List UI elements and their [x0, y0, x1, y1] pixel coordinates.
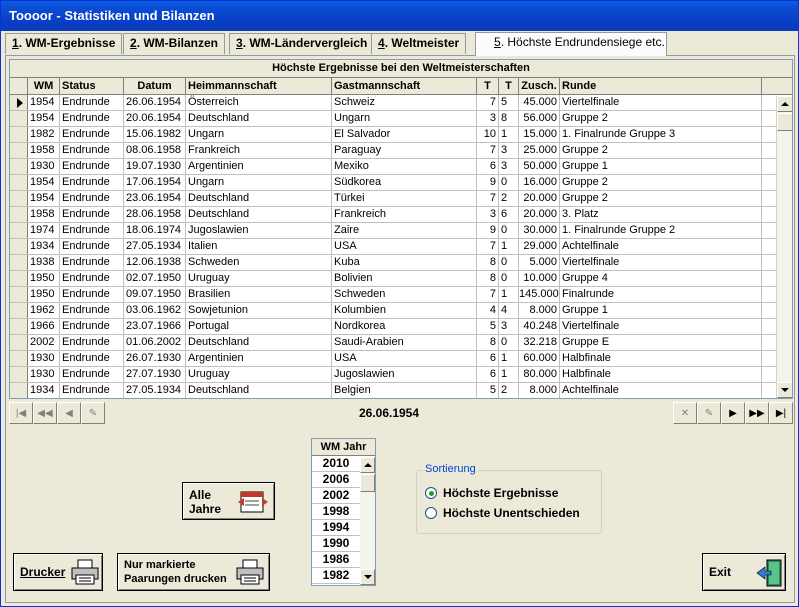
exit-button[interactable] [702, 553, 786, 591]
row-indicator[interactable] [10, 287, 28, 302]
cell-datum[interactable]: 17.06.1954 [124, 175, 186, 190]
cell-tore-heim[interactable]: 5 [477, 319, 499, 334]
table-row[interactable] [10, 383, 792, 399]
cell-wm[interactable]: 1938 [28, 255, 60, 270]
cell-tore-heim[interactable]: 6 [477, 351, 499, 366]
cell-gastmannschaft[interactable]: Kuba [332, 255, 477, 270]
table-row[interactable] [10, 159, 792, 175]
radio-label-hoechste-ergebnisse: Höchste Ergebnisse [443, 486, 559, 500]
cell-runde[interactable]: 1. Finalrunde Gruppe 2 [560, 223, 762, 238]
cell-heimmannschaft[interactable]: Frankreich [186, 143, 332, 158]
radio-unselected-icon [425, 507, 437, 519]
cell-zuschauer[interactable]: 20.000 [519, 191, 560, 206]
window-title: Toooor - Statistiken und Bilanzen [1, 1, 798, 31]
cell-status[interactable]: Endrunde [60, 239, 124, 254]
cell-tore-heim[interactable]: 8 [477, 271, 499, 286]
arrow-up-icon [364, 463, 372, 467]
cell-status[interactable]: Endrunde [60, 351, 124, 366]
cell-runde[interactable]: Gruppe 4 [560, 271, 762, 286]
cell-datum[interactable]: 23.07.1966 [124, 319, 186, 334]
cell-tore-heim[interactable]: 9 [477, 175, 499, 190]
cell-tore-heim[interactable]: 3 [477, 207, 499, 222]
cell-zuschauer[interactable]: 8.000 [519, 383, 560, 398]
cell-datum[interactable]: 15.06.1982 [124, 127, 186, 142]
cell-zuschauer[interactable]: 56.000 [519, 111, 560, 126]
row-indicator[interactable] [10, 351, 28, 366]
nur-markierte-label-line1: Nur markierte [124, 559, 196, 571]
cell-status[interactable]: Endrunde [60, 319, 124, 334]
cell-gastmannschaft[interactable]: Türkei [332, 191, 477, 206]
year-scroll-down-button[interactable] [360, 569, 375, 585]
cell-runde[interactable]: Gruppe 1 [560, 303, 762, 318]
cell-zuschauer[interactable]: 40.248 [519, 319, 560, 334]
cell-status[interactable]: Endrunde [60, 255, 124, 270]
cell-runde[interactable]: 1. Finalrunde Gruppe 3 [560, 127, 762, 142]
cell-runde[interactable]: Halbfinale [560, 367, 762, 382]
nav-bookmark-button[interactable] [81, 402, 105, 424]
grid-vertical-scrollbar[interactable] [776, 96, 792, 398]
table-row[interactable] [10, 175, 792, 191]
nav-next-page-button[interactable] [745, 402, 769, 424]
scroll-down-button[interactable] [777, 382, 793, 398]
table-row[interactable] [10, 207, 792, 223]
cell-runde[interactable]: Finalrunde [560, 287, 762, 302]
tab-weltmeister[interactable]: 4. Weltmeister [371, 33, 466, 54]
wm-jahr-item[interactable]: 2002 [312, 488, 360, 504]
cell-tore-gast[interactable]: 1 [499, 367, 519, 382]
row-indicator[interactable] [10, 239, 28, 254]
cell-heimmannschaft[interactable]: Österreich [186, 95, 332, 110]
wm-jahr-item[interactable]: 2010 [312, 456, 360, 472]
arrow-down-icon [364, 575, 372, 579]
cell-wm[interactable]: 1966 [28, 319, 60, 334]
cell-datum[interactable]: 26.07.1930 [124, 351, 186, 366]
column-header-gastmannschaft[interactable]: Gastmannschaft [332, 78, 477, 94]
cell-tore-gast[interactable]: 3 [499, 143, 519, 158]
cell-tore-heim[interactable]: 6 [477, 367, 499, 382]
last-record-icon: ▶| [775, 407, 787, 419]
cell-gastmannschaft[interactable]: Schweiz [332, 95, 477, 110]
cell-runde[interactable]: Achtelfinale [560, 383, 762, 398]
cell-heimmannschaft[interactable]: Schweden [186, 255, 332, 270]
cell-runde[interactable]: Gruppe 2 [560, 111, 762, 126]
cell-wm[interactable]: 1974 [28, 223, 60, 238]
cell-gastmannschaft[interactable]: Bolivien [332, 271, 477, 286]
cell-runde[interactable]: Viertelfinale [560, 319, 762, 334]
arrow-up-icon [781, 102, 789, 106]
cell-datum[interactable]: 26.06.1954 [124, 95, 186, 110]
row-indicator[interactable] [10, 255, 28, 270]
cell-gastmannschaft[interactable]: Saudi-Arabien [332, 335, 477, 350]
cell-datum[interactable]: 09.07.1950 [124, 287, 186, 302]
cell-heimmannschaft[interactable]: Ungarn [186, 127, 332, 142]
cell-datum[interactable]: 20.06.1954 [124, 111, 186, 126]
grid-caption: Höchste Ergebnisse bei den Weltmeisterschaften [10, 60, 792, 78]
cell-gastmannschaft[interactable]: Paraguay [332, 143, 477, 158]
cell-wm[interactable]: 1954 [28, 175, 60, 190]
year-scroll-thumb[interactable] [360, 474, 375, 492]
cell-zuschauer[interactable]: 80.000 [519, 367, 560, 382]
cell-datum[interactable]: 27.05.1934 [124, 383, 186, 398]
table-row[interactable] [10, 223, 792, 239]
cell-wm[interactable]: 1982 [28, 127, 60, 142]
cell-zuschauer[interactable]: 25.000 [519, 143, 560, 158]
printer-icon [70, 559, 100, 585]
cell-status[interactable]: Endrunde [60, 111, 124, 126]
cell-heimmannschaft[interactable]: Argentinien [186, 159, 332, 174]
cell-tore-gast[interactable]: 1 [499, 127, 519, 142]
radio-selected-icon [425, 487, 437, 499]
exit-door-icon [755, 558, 783, 588]
cell-tore-heim[interactable]: 9 [477, 223, 499, 238]
row-indicator[interactable] [10, 367, 28, 382]
scroll-up-button[interactable] [777, 96, 793, 112]
cell-heimmannschaft[interactable]: Jugoslawien [186, 223, 332, 238]
column-header-heimmannschaft[interactable]: Heimmannschaft [186, 78, 332, 94]
table-row[interactable] [10, 111, 792, 127]
table-row[interactable] [10, 255, 792, 271]
wm-jahr-item[interactable]: 1986 [312, 552, 360, 568]
cell-tore-heim[interactable]: 4 [477, 303, 499, 318]
arrow-down-icon [781, 388, 789, 392]
current-row-arrow-icon [17, 98, 23, 108]
cell-runde[interactable]: 3. Platz [560, 207, 762, 222]
row-indicator[interactable] [10, 319, 28, 334]
row-indicator[interactable] [10, 175, 28, 190]
row-indicator[interactable] [10, 335, 28, 350]
cell-zuschauer[interactable]: 8.000 [519, 303, 560, 318]
cell-zuschauer[interactable]: 15.000 [519, 127, 560, 142]
tab-panel [5, 55, 795, 603]
cell-heimmannschaft[interactable]: Italien [186, 239, 332, 254]
row-indicator[interactable] [10, 127, 28, 142]
nav-prior-page-button[interactable] [33, 402, 57, 424]
row-indicator[interactable] [10, 303, 28, 318]
cell-tore-heim[interactable]: 7 [477, 95, 499, 110]
delete-icon: ✕ [680, 407, 690, 419]
cell-heimmannschaft[interactable]: Deutschland [186, 207, 332, 222]
cell-gastmannschaft[interactable]: Kolumbien [332, 303, 477, 318]
wm-jahr-item[interactable]: 1990 [312, 536, 360, 552]
prior-page-icon: ◀◀ [37, 407, 53, 419]
cell-tore-gast[interactable]: 0 [499, 255, 519, 270]
grid-header [10, 78, 792, 95]
cell-wm[interactable]: 1934 [28, 383, 60, 398]
nav-edit-button[interactable] [697, 402, 721, 424]
cell-gastmannschaft[interactable]: Mexiko [332, 159, 477, 174]
cell-gastmannschaft[interactable]: Ungarn [332, 111, 477, 126]
cell-runde[interactable]: Viertelfinale [560, 95, 762, 110]
table-row[interactable] [10, 319, 792, 335]
tab-wm-ergebnisse[interactable]: 1. WM-Ergebnisse [5, 33, 122, 54]
results-grid[interactable] [9, 59, 793, 399]
year-list-scrollbar[interactable] [360, 457, 375, 585]
cell-gastmannschaft[interactable]: USA [332, 239, 477, 254]
current-record-date: 26.06.1954 [358, 406, 420, 420]
cell-status[interactable]: Endrunde [60, 95, 124, 110]
cell-zuschauer[interactable]: 29.000 [519, 239, 560, 254]
edit-icon: ✎ [704, 407, 714, 419]
table-row[interactable] [10, 127, 792, 143]
cell-runde[interactable]: Gruppe 2 [560, 191, 762, 206]
table-row[interactable] [10, 351, 792, 367]
cell-status[interactable]: Endrunde [60, 287, 124, 302]
cell-tore-gast[interactable]: 2 [499, 191, 519, 206]
table-row[interactable] [10, 271, 792, 287]
cell-gastmannschaft[interactable]: Nordkorea [332, 319, 477, 334]
cell-datum[interactable]: 01.06.2002 [124, 335, 186, 350]
bookmark-icon: ✎ [88, 407, 98, 419]
nur-markierte-label-line2: Paarungen drucken [124, 573, 227, 585]
cell-zuschauer[interactable]: 60.000 [519, 351, 560, 366]
row-indicator[interactable] [10, 95, 28, 110]
tab-strip [5, 33, 795, 55]
column-header-tore-gast[interactable]: T [499, 78, 519, 94]
cell-datum[interactable]: 27.05.1934 [124, 239, 186, 254]
column-header-runde[interactable]: Runde [560, 78, 762, 94]
cell-zuschauer[interactable]: 20.000 [519, 207, 560, 222]
cell-wm[interactable]: 1954 [28, 111, 60, 126]
cell-tore-gast[interactable]: 1 [499, 239, 519, 254]
cell-gastmannschaft[interactable]: Belgien [332, 383, 477, 398]
cell-status[interactable]: Endrunde [60, 303, 124, 318]
nav-delete-button[interactable] [673, 402, 697, 424]
cell-tore-heim[interactable]: 7 [477, 143, 499, 158]
cell-status[interactable]: Endrunde [60, 223, 124, 238]
cell-zuschauer[interactable]: 50.000 [519, 159, 560, 174]
tab-wm-bilanzen[interactable]: 2. WM-Bilanzen [123, 33, 225, 54]
cell-heimmannschaft[interactable]: Deutschland [186, 335, 332, 350]
cell-tore-heim[interactable]: 7 [477, 191, 499, 206]
cell-wm[interactable]: 1954 [28, 191, 60, 206]
cell-runde[interactable]: Gruppe 1 [560, 159, 762, 174]
row-indicator-header [10, 78, 28, 94]
cell-tore-gast[interactable]: 0 [499, 223, 519, 238]
wm-jahr-item[interactable]: 1994 [312, 520, 360, 536]
column-header-status[interactable]: Status [60, 78, 124, 94]
cell-zuschauer[interactable]: 45.000 [519, 95, 560, 110]
table-row[interactable] [10, 239, 792, 255]
cell-wm[interactable]: 1954 [28, 95, 60, 110]
cell-datum[interactable]: 12.06.1938 [124, 255, 186, 270]
cell-status[interactable]: Endrunde [60, 335, 124, 350]
record-navigator [9, 402, 793, 424]
cell-datum[interactable]: 19.07.1930 [124, 159, 186, 174]
cell-tore-gast[interactable]: 4 [499, 303, 519, 318]
cell-gastmannschaft[interactable]: USA [332, 351, 477, 366]
cell-heimmannschaft[interactable]: Portugal [186, 319, 332, 334]
cell-gastmannschaft[interactable]: Jugoslawien [332, 367, 477, 382]
nav-first-button[interactable] [9, 402, 33, 424]
wm-jahr-item[interactable]: 1982 [312, 568, 360, 584]
cell-zuschauer[interactable]: 30.000 [519, 223, 560, 238]
alle-jahre-label-line2: Jahre [189, 502, 222, 516]
table-row[interactable] [10, 287, 792, 303]
row-indicator[interactable] [10, 223, 28, 238]
cell-wm[interactable]: 1958 [28, 207, 60, 222]
cell-tore-heim[interactable]: 7 [477, 287, 499, 302]
drucker-button[interactable] [13, 553, 103, 591]
cell-tore-gast[interactable]: 0 [499, 175, 519, 190]
cell-gastmannschaft[interactable]: El Salvador [332, 127, 477, 142]
cell-zuschauer[interactable]: 16.000 [519, 175, 560, 190]
cell-tore-gast[interactable]: 5 [499, 95, 519, 110]
grid-rows [10, 95, 792, 399]
calendar-arrows-icon [237, 488, 269, 516]
table-row[interactable] [10, 143, 792, 159]
cell-status[interactable]: Endrunde [60, 207, 124, 222]
cell-tore-gast[interactable]: 1 [499, 287, 519, 302]
cell-tore-gast[interactable]: 3 [499, 319, 519, 334]
cell-wm[interactable]: 1958 [28, 143, 60, 158]
cell-zuschauer[interactable]: 32.218 [519, 335, 560, 350]
cell-gastmannschaft[interactable]: Zaire [332, 223, 477, 238]
cell-tore-heim[interactable]: 8 [477, 255, 499, 270]
column-header-zuschauer[interactable]: Zusch. [519, 78, 560, 94]
cell-status[interactable]: Endrunde [60, 383, 124, 398]
tab-hoechste-endrundensiege[interactable]: 5. Höchste Endrundensiege etc. [475, 32, 667, 56]
alle-jahre-label-line1: Alle [189, 488, 212, 502]
cell-tore-heim[interactable]: 3 [477, 111, 499, 126]
cell-wm[interactable]: 1934 [28, 239, 60, 254]
cell-gastmannschaft[interactable]: Frankreich [332, 207, 477, 222]
cell-datum[interactable]: 28.06.1958 [124, 207, 186, 222]
row-indicator[interactable] [10, 207, 28, 222]
first-record-icon: |◀ [15, 407, 27, 419]
column-header-wm[interactable]: WM [28, 78, 60, 94]
drucker-label: Drucker [20, 565, 66, 579]
wm-jahr-list[interactable] [311, 438, 376, 586]
cell-zuschauer[interactable]: 10.000 [519, 271, 560, 286]
cell-heimmannschaft[interactable]: Brasilien [186, 287, 332, 302]
cell-datum[interactable]: 03.06.1962 [124, 303, 186, 318]
cell-tore-gast[interactable]: 3 [499, 159, 519, 174]
cell-tore-heim[interactable]: 6 [477, 159, 499, 174]
cell-tore-heim[interactable]: 5 [477, 383, 499, 398]
nav-last-button[interactable] [769, 402, 793, 424]
cell-heimmannschaft[interactable]: Sowjetunion [186, 303, 332, 318]
cell-datum[interactable]: 02.07.1950 [124, 271, 186, 286]
cell-wm[interactable]: 2002 [28, 335, 60, 350]
cell-wm[interactable]: 1930 [28, 367, 60, 382]
cell-tore-gast[interactable]: 6 [499, 207, 519, 222]
nav-next-button[interactable] [721, 402, 745, 424]
table-row[interactable] [10, 367, 792, 383]
cell-runde[interactable]: Achtelfinale [560, 239, 762, 254]
year-scroll-up-button[interactable] [360, 457, 375, 473]
scroll-thumb[interactable] [777, 113, 793, 131]
cell-wm[interactable]: 1930 [28, 351, 60, 366]
cell-heimmannschaft[interactable]: Deutschland [186, 111, 332, 126]
cell-heimmannschaft[interactable]: Uruguay [186, 271, 332, 286]
cell-datum[interactable]: 08.06.1958 [124, 143, 186, 158]
cell-datum[interactable]: 23.06.1954 [124, 191, 186, 206]
row-indicator[interactable] [10, 143, 28, 158]
printer-icon [235, 559, 265, 585]
cell-status[interactable]: Endrunde [60, 271, 124, 286]
row-indicator[interactable] [10, 383, 28, 398]
sortierung-title: Sortierung [425, 463, 476, 475]
row-indicator[interactable] [10, 271, 28, 286]
cell-wm[interactable]: 1950 [28, 287, 60, 302]
radio-hoechste-unentschieden[interactable] [425, 505, 580, 521]
cell-tore-gast[interactable]: 0 [499, 271, 519, 286]
cell-runde[interactable]: Gruppe E [560, 335, 762, 350]
cell-runde[interactable]: Gruppe 2 [560, 175, 762, 190]
cell-heimmannschaft[interactable]: Deutschland [186, 191, 332, 206]
row-indicator[interactable] [10, 191, 28, 206]
cell-wm[interactable]: 1950 [28, 271, 60, 286]
wm-jahr-item[interactable]: 1998 [312, 504, 360, 520]
wm-jahr-header: WM Jahr [312, 439, 375, 456]
cell-heimmannschaft[interactable]: Uruguay [186, 367, 332, 382]
table-row[interactable] [10, 335, 792, 351]
cell-tore-heim[interactable]: 8 [477, 335, 499, 350]
cell-status[interactable]: Endrunde [60, 127, 124, 142]
next-record-icon: ▶ [729, 407, 737, 419]
cell-runde[interactable]: Viertelfinale [560, 255, 762, 270]
table-row[interactable] [10, 303, 792, 319]
wm-jahr-item[interactable]: 2006 [312, 472, 360, 488]
cell-tore-gast[interactable]: 0 [499, 335, 519, 350]
alle-jahre-button[interactable] [182, 482, 275, 520]
exit-label: Exit [709, 565, 732, 579]
table-row[interactable] [10, 95, 792, 111]
column-header-datum[interactable]: Datum [124, 78, 186, 94]
cell-status[interactable]: Endrunde [60, 143, 124, 158]
cell-tore-gast[interactable]: 1 [499, 351, 519, 366]
cell-heimmannschaft[interactable]: Ungarn [186, 175, 332, 190]
cell-status[interactable]: Endrunde [60, 367, 124, 382]
row-indicator[interactable] [10, 159, 28, 174]
table-row[interactable] [10, 191, 792, 207]
cell-status[interactable]: Endrunde [60, 159, 124, 174]
cell-tore-heim[interactable]: 10 [477, 127, 499, 142]
cell-tore-gast[interactable]: 8 [499, 111, 519, 126]
prior-record-icon: ◀ [65, 407, 73, 419]
row-indicator[interactable] [10, 111, 28, 126]
radio-label-hoechste-unentschieden: Höchste Unentschieden [443, 506, 580, 520]
cell-status[interactable]: Endrunde [60, 175, 124, 190]
cell-tore-heim[interactable]: 7 [477, 239, 499, 254]
cell-zuschauer[interactable]: 145.000 [519, 288, 559, 300]
tab-wm-laendervergleich[interactable]: 3. WM-Ländervergleich [229, 33, 374, 54]
cell-runde[interactable]: Halbfinale [560, 351, 762, 366]
nav-prior-button[interactable] [57, 402, 81, 424]
radio-hoechste-ergebnisse[interactable] [425, 485, 558, 501]
cell-tore-gast[interactable]: 2 [499, 383, 519, 398]
cell-wm[interactable]: 1962 [28, 303, 60, 318]
column-header-tore-heim[interactable]: T [477, 78, 499, 94]
cell-wm[interactable]: 1930 [28, 159, 60, 174]
cell-gastmannschaft[interactable]: Südkorea [332, 175, 477, 190]
cell-gastmannschaft[interactable]: Schweden [332, 287, 477, 302]
cell-zuschauer[interactable]: 5.000 [519, 255, 560, 270]
cell-datum[interactable]: 27.07.1930 [124, 367, 186, 382]
cell-heimmannschaft[interactable]: Argentinien [186, 351, 332, 366]
cell-datum[interactable]: 18.06.1974 [124, 223, 186, 238]
nur-markierte-drucken-button[interactable] [117, 553, 270, 591]
sortierung-group [416, 463, 602, 534]
cell-heimmannschaft[interactable]: Deutschland [186, 383, 332, 398]
cell-status[interactable]: Endrunde [60, 191, 124, 206]
cell-runde[interactable]: Gruppe 2 [560, 143, 762, 158]
next-page-icon: ▶▶ [749, 407, 765, 419]
